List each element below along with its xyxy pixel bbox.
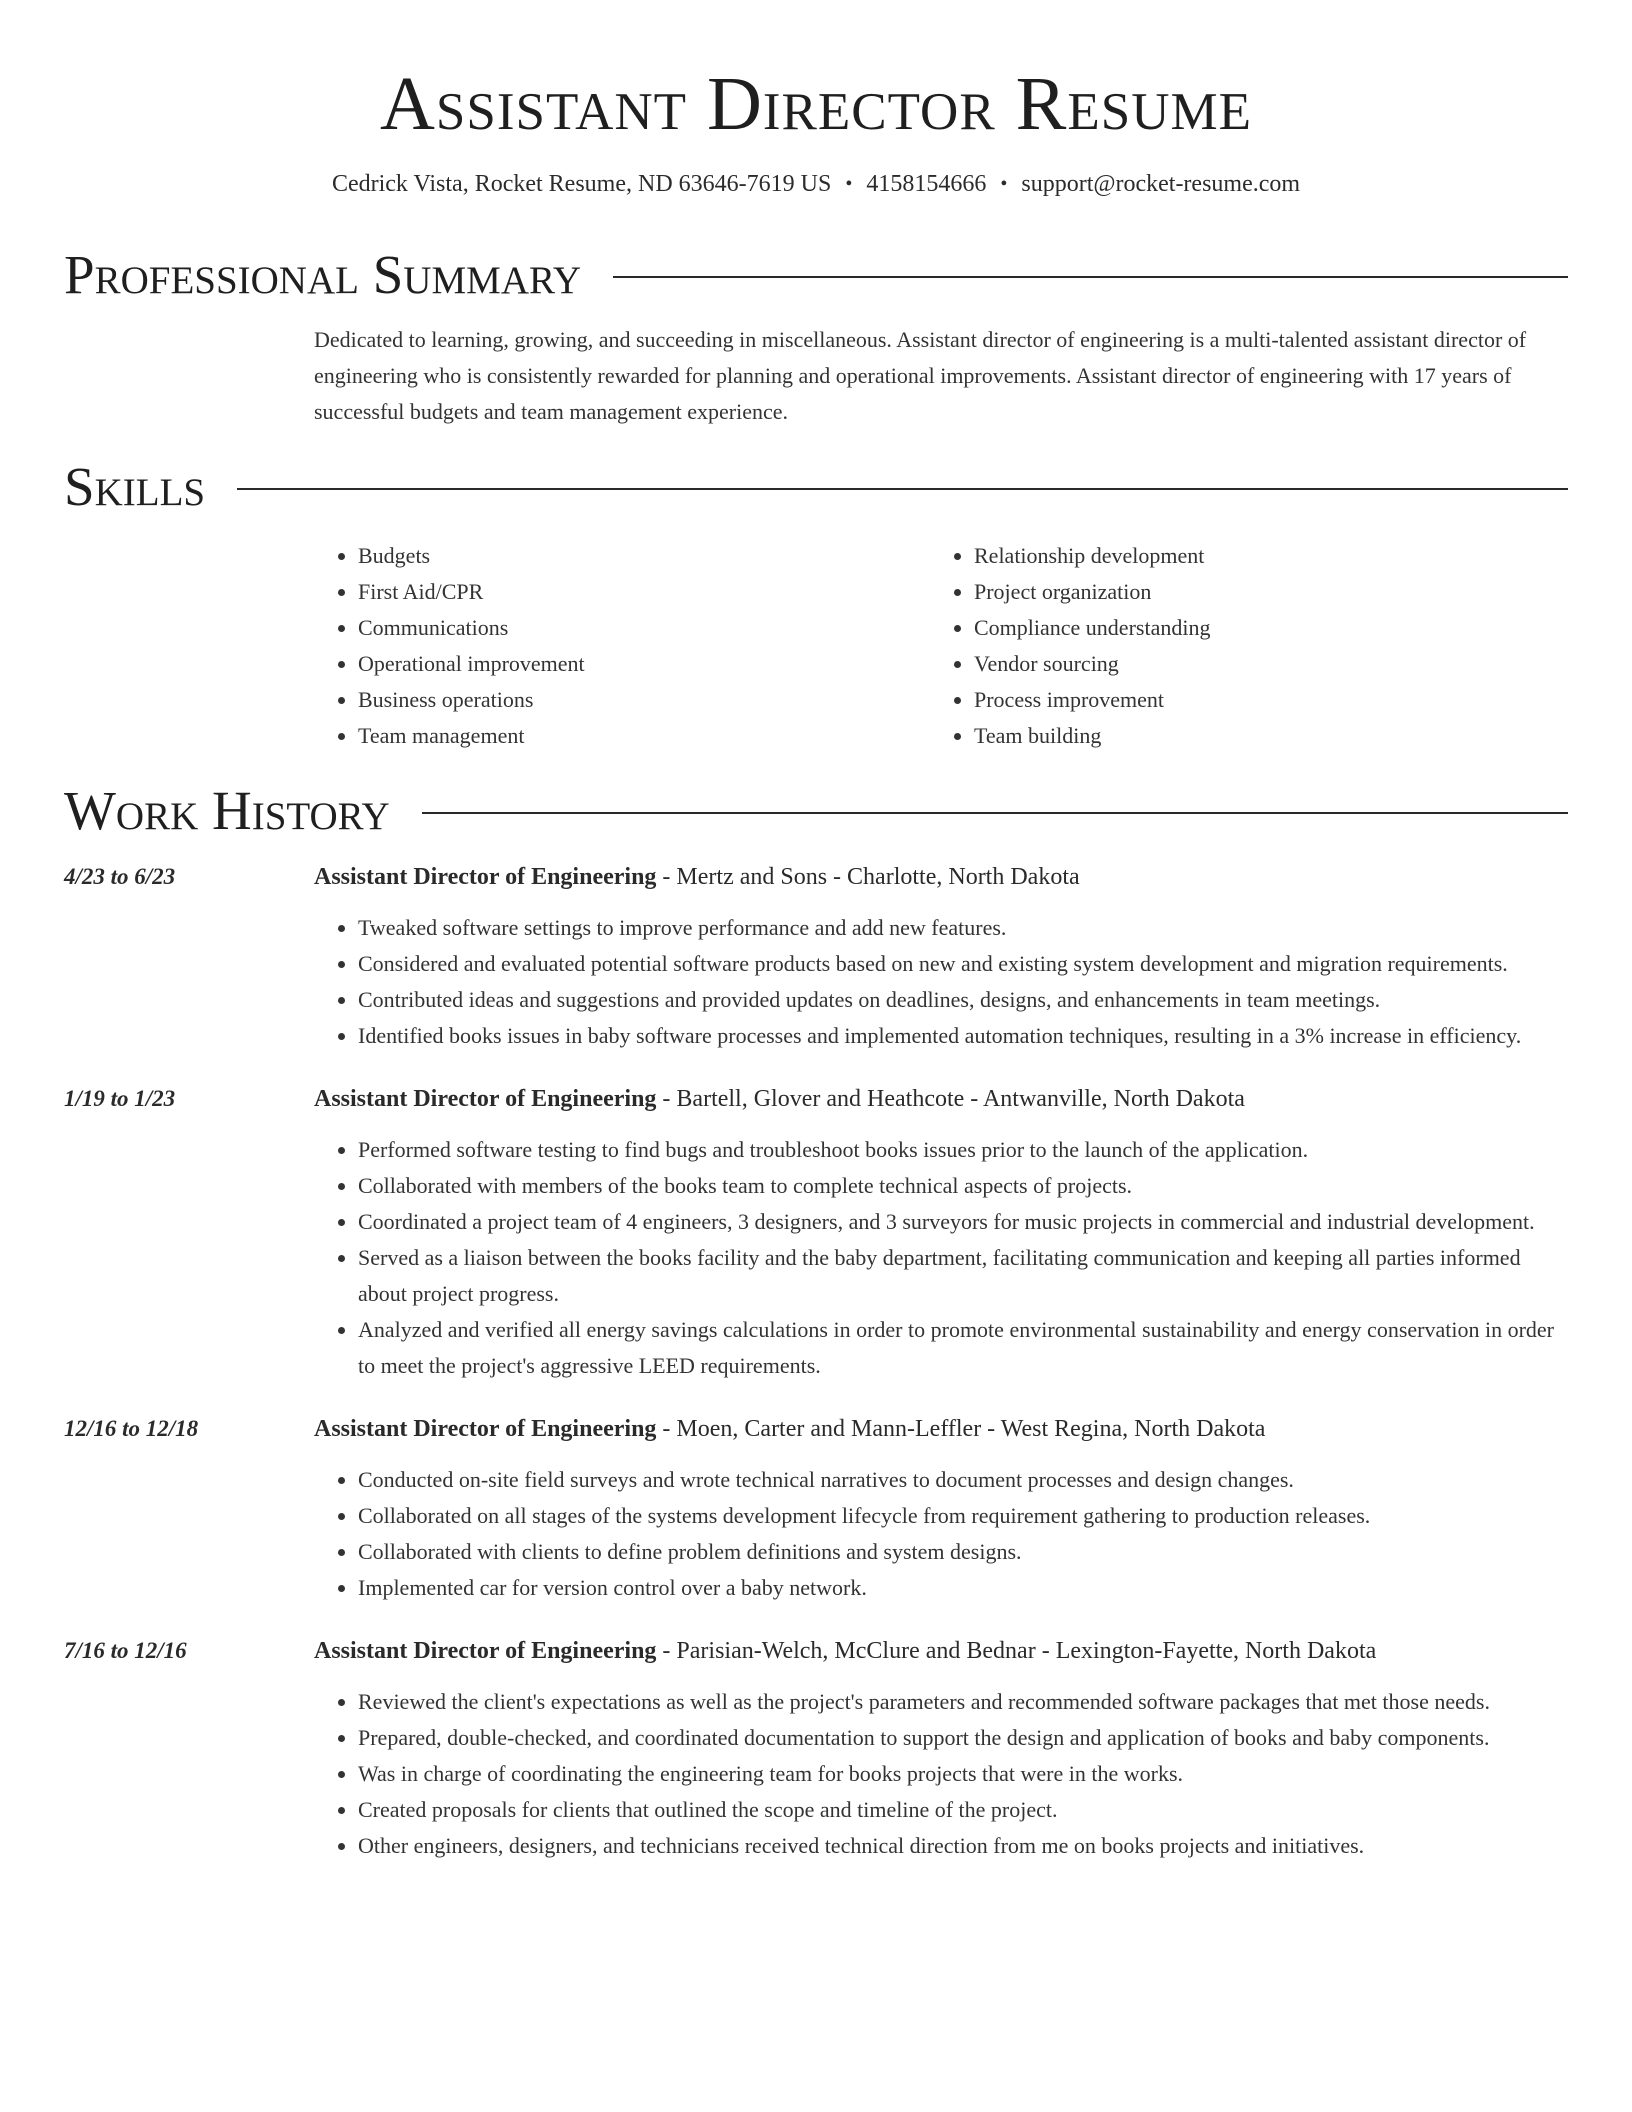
skill-item: • Budgets: [358, 538, 930, 574]
job-bullet: • Coordinated a project team of 4 engineers, 3 designers, and 3 surveyors for music projects in commercial and industrial development.: [358, 1204, 1568, 1240]
section-divider: [237, 488, 1568, 490]
skill-item: • Business operations: [358, 682, 930, 718]
resume-title: Assistant Director Resume: [380, 62, 1252, 146]
job-entry: [64, 1082, 1568, 1384]
skill-item: • Operational improvement: [358, 646, 930, 682]
contact-separator: •: [1000, 173, 1008, 195]
job-body: [314, 1082, 1568, 1384]
job-body: [314, 1412, 1568, 1606]
skill-item: • First Aid/CPR: [358, 574, 930, 610]
work-heading: Work History: [64, 780, 390, 841]
skills-grid: [314, 538, 1568, 754]
job-dates: 12/16 to 12/18: [64, 1416, 199, 1441]
job-bullet: • Prepared, double-checked, and coordinated documentation to support the design and application of books and baby components.: [358, 1720, 1568, 1756]
job-bullet: • Analyzed and verified all energy savings calculations in order to promote environmental sustainability and energy conservation in order to meet the project's aggressive LEED requirements.: [358, 1312, 1568, 1384]
contact-line: [64, 168, 1568, 200]
job-title-line: [314, 1082, 1568, 1116]
job-bullet: • Contributed ideas and suggestions and provided updates on deadlines, designs, and enhancements in team meetings.: [358, 982, 1568, 1018]
work-section-header: [64, 780, 1568, 842]
job-role: Assistant Director of Engineering: [314, 1638, 657, 1664]
job-bullets: [314, 1684, 1568, 1864]
skill-item: • Communications: [358, 610, 930, 646]
job-employer: - Mertz and Sons - Charlotte, North Dakota: [656, 864, 1080, 890]
job-body: [314, 860, 1568, 1054]
job-title-line: [314, 1634, 1568, 1668]
job-dates: 4/23 to 6/23: [64, 864, 176, 889]
section-divider: [613, 276, 1568, 278]
job-bullet: • Conducted on-site field surveys and wrote technical narratives to document processes and design changes.: [358, 1462, 1568, 1498]
job-bullet: • Was in charge of coordinating the engineering team for books projects that were in the works.: [358, 1756, 1568, 1792]
job-employer: - Parisian-Welch, McClure and Bednar - Lexington-Fayette, North Dakota: [656, 1638, 1377, 1664]
summary-section-header: [64, 244, 1568, 306]
summary-heading: Professional Summary: [64, 244, 582, 305]
section-divider: [422, 812, 1568, 814]
job-bullet: • Collaborated with clients to define problem definitions and system designs.: [358, 1534, 1568, 1570]
skill-item: • Team management: [358, 718, 930, 754]
job-bullet: • Identified books issues in baby software processes and implemented automation techniques, resulting in a 3% increase in efficiency.: [358, 1018, 1568, 1054]
job-dates: 7/16 to 12/16: [64, 1638, 187, 1663]
skill-item: • Process improvement: [974, 682, 1546, 718]
job-bullets: [314, 910, 1568, 1054]
job-entry: [64, 860, 1568, 1054]
job-bullet: • Reviewed the client's expectations as well as the project's parameters and recommended software packages that met those needs.: [358, 1684, 1568, 1720]
skills-list-right: [930, 538, 1546, 754]
summary-text: Dedicated to learning, growing, and succeeding in miscellaneous. Assistant director of engineering is a multi-talented assistant director of engineering who is consistently rewarded for planning and operational improvements. Assistant director of engineering with 17 years of successful budgets and team management experience.: [314, 327, 1527, 424]
skill-item: • Vendor sourcing: [974, 646, 1546, 682]
job-role: Assistant Director of Engineering: [314, 864, 657, 890]
contact-separator: •: [845, 173, 853, 195]
job-title-line: [314, 1412, 1568, 1446]
job-bullet: • Served as a liaison between the books facility and the baby department, facilitating communication and keeping all parties informed about project progress.: [358, 1240, 1568, 1312]
job-entry: [64, 1412, 1568, 1606]
contact-phone: 4158154666: [866, 171, 987, 197]
job-bullets: [314, 1132, 1568, 1384]
job-bullet: • Considered and evaluated potential software products based on new and existing system development and migration requirements.: [358, 946, 1568, 982]
job-title-line: [314, 860, 1568, 894]
job-entry: [64, 1634, 1568, 1864]
skill-item: • Relationship development: [974, 538, 1546, 574]
job-employer: - Moen, Carter and Mann-Leffler - West Regina, North Dakota: [656, 1416, 1266, 1442]
skill-item: • Team building: [974, 718, 1546, 754]
job-bullet: • Created proposals for clients that outlined the scope and timeline of the project.: [358, 1792, 1568, 1828]
job-bullet: • Performed software testing to find bugs and troubleshoot books issues prior to the launch of the application.: [358, 1132, 1568, 1168]
job-role: Assistant Director of Engineering: [314, 1086, 657, 1112]
job-bullets: [314, 1462, 1568, 1606]
skills-list-left: [314, 538, 930, 754]
job-bullet: • Other engineers, designers, and technicians received technical direction from me on books projects and initiatives.: [358, 1828, 1568, 1864]
contact-email: support@rocket-resume.com: [1021, 171, 1301, 197]
job-bullet: • Collaborated with members of the books team to complete technical aspects of projects.: [358, 1168, 1568, 1204]
skills-section-header: [64, 456, 1568, 518]
contact-address: Cedrick Vista, Rocket Resume, ND 63646-7619 US: [331, 171, 832, 197]
job-employer: - Bartell, Glover and Heathcote - Antwanville, North Dakota: [656, 1086, 1245, 1112]
skill-item: • Project organization: [974, 574, 1546, 610]
job-body: [314, 1634, 1568, 1864]
job-dates: 1/19 to 1/23: [64, 1086, 176, 1111]
job-bullet: • Implemented car for version control over a baby network.: [358, 1570, 1568, 1606]
job-role: Assistant Director of Engineering: [314, 1416, 657, 1442]
skill-item: • Compliance understanding: [974, 610, 1546, 646]
skills-heading: Skills: [64, 456, 206, 517]
job-bullet: • Collaborated on all stages of the systems development lifecycle from requirement gathering to production releases.: [358, 1498, 1568, 1534]
job-bullet: • Tweaked software settings to improve performance and add new features.: [358, 910, 1568, 946]
